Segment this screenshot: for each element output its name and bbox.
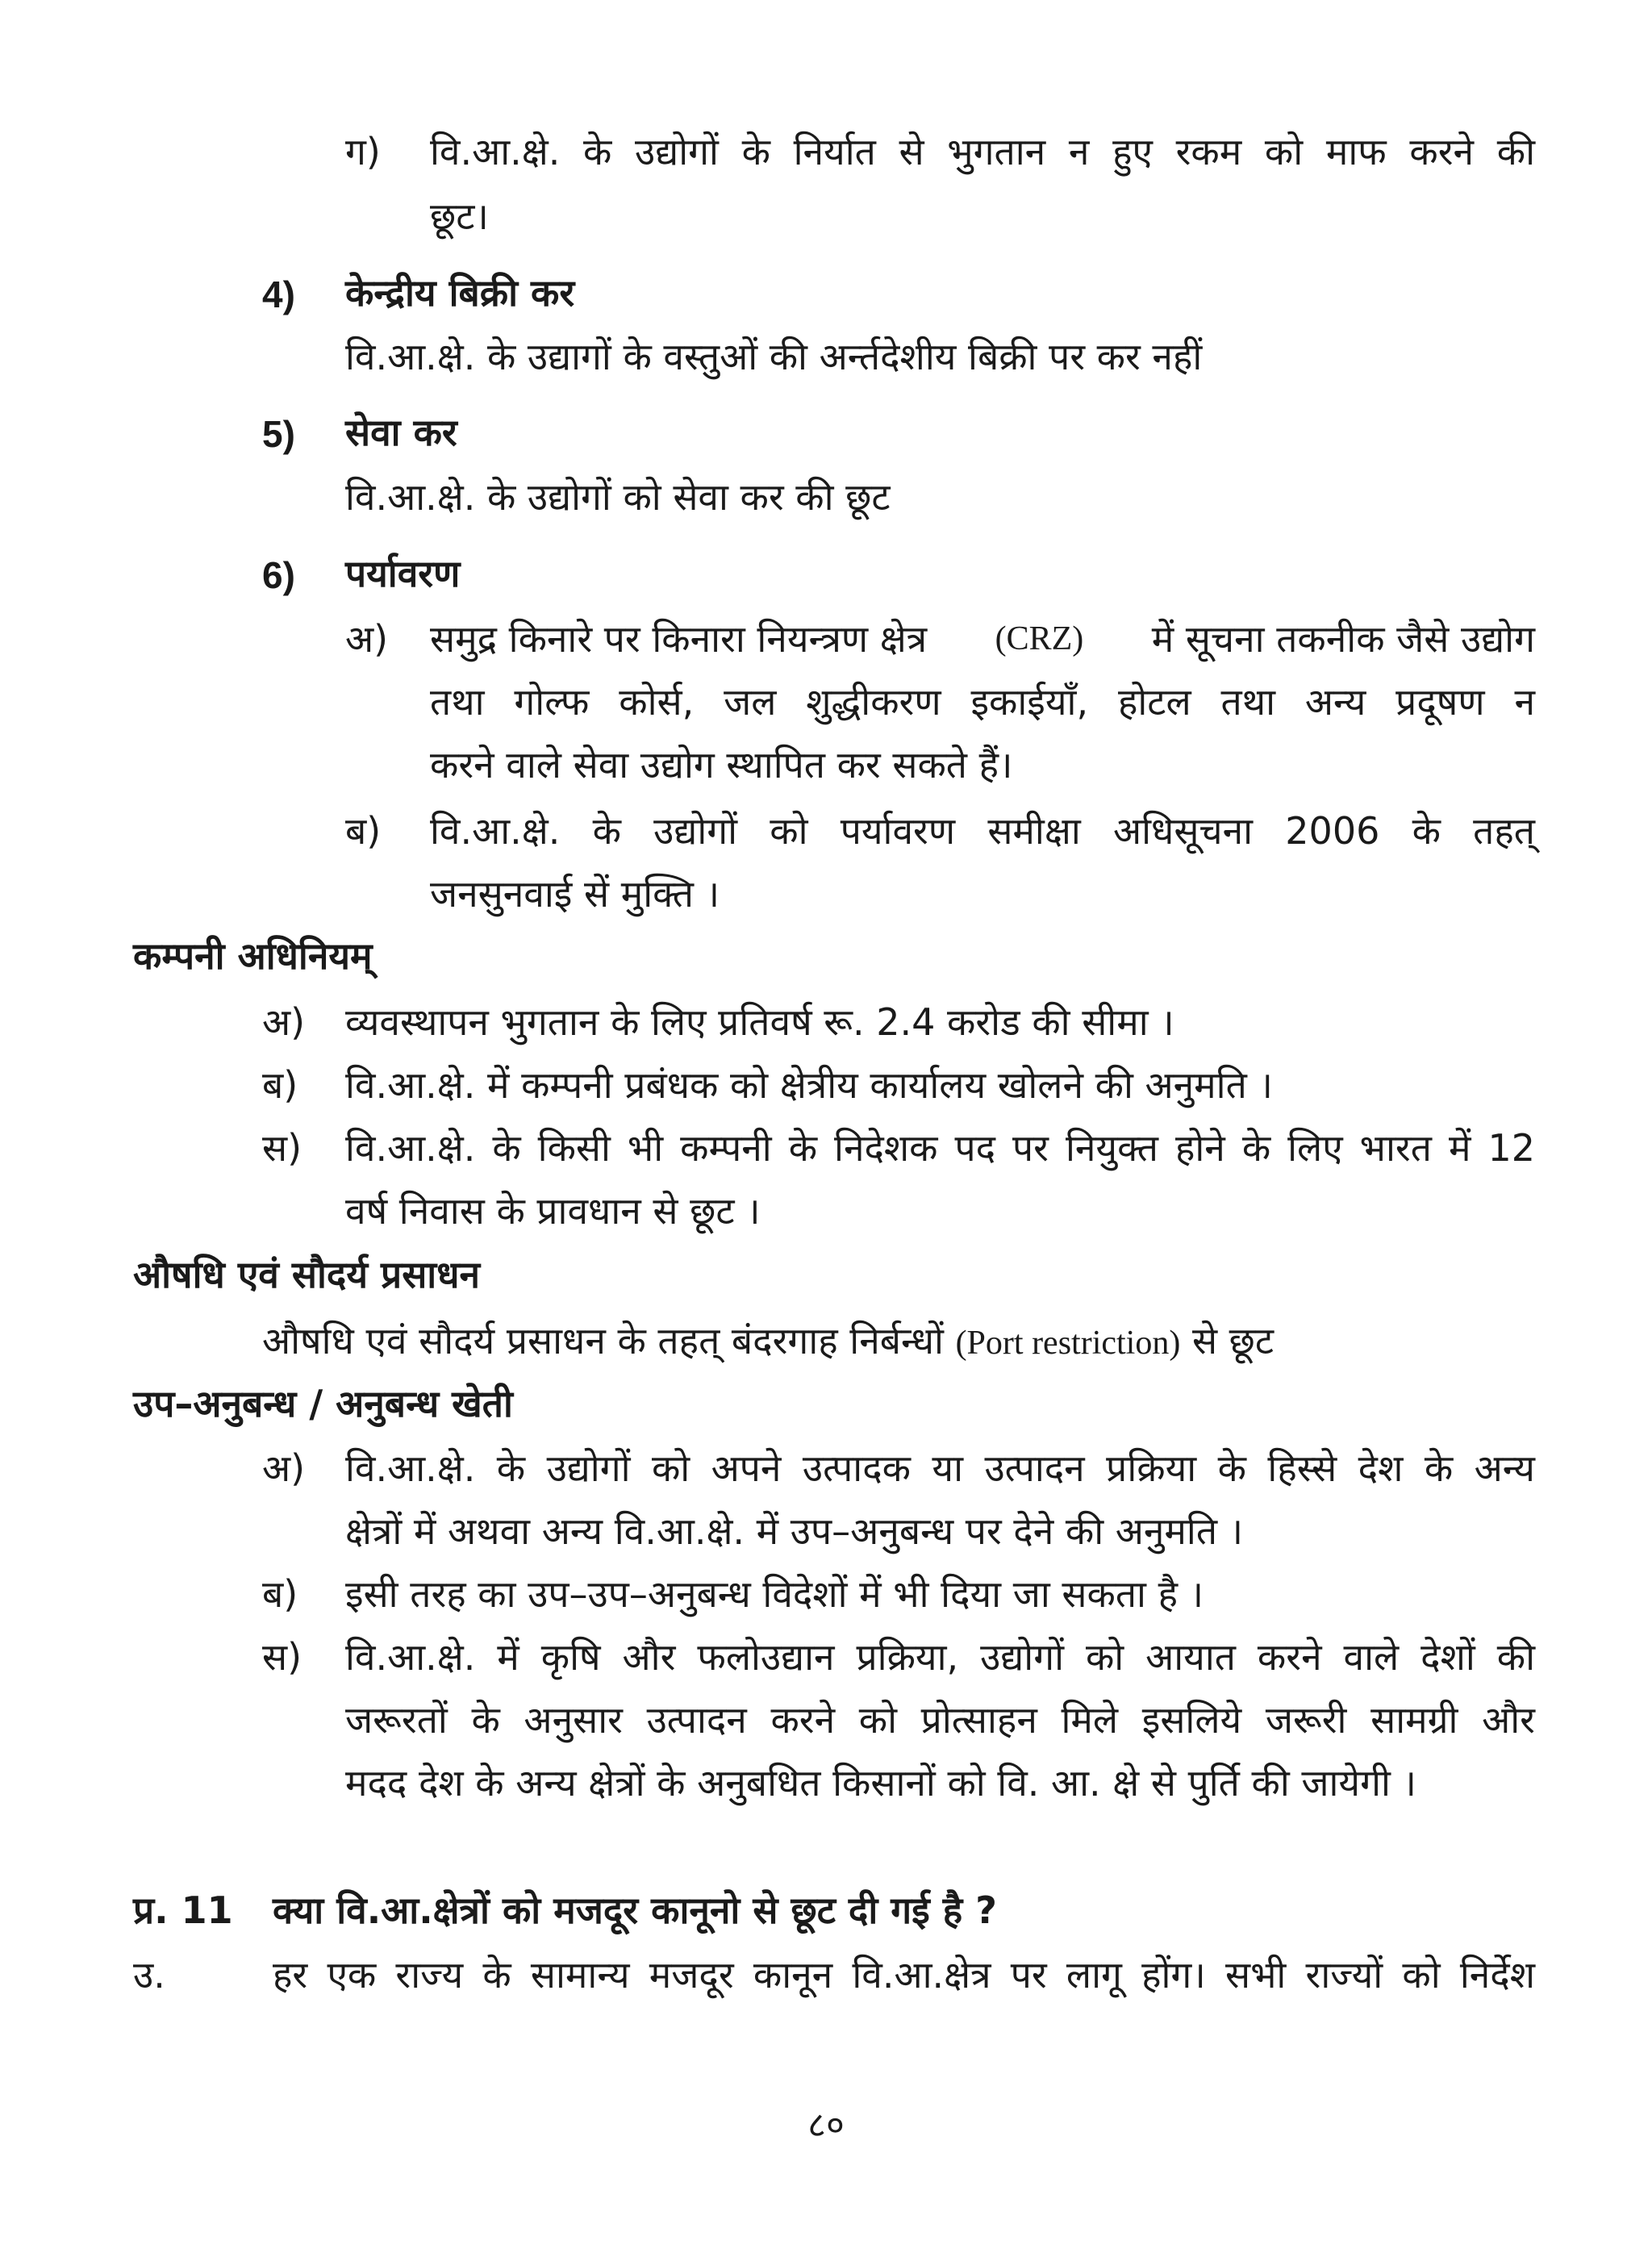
item-marker: अ) [262,1446,306,1490]
question-label: प्र. 11 [133,1888,233,1932]
item-g-line1: वि.आ.क्षे. के उद्योगों के निर्यात से भुगतान न हुए रकम को माफ करने की [430,130,1535,173]
answer-label: उ. [133,1953,165,1997]
contract-a-line1: वि.आ.क्षे. के उद्योगों को अपने उत्पादक या उत्पादन प्रक्रिया के हिस्से देश के अन्य [345,1446,1535,1490]
contract-c-line3: मदद देश के अन्य क्षेत्रों के अनुबधित किसानों को वि. आ. क्षे से पुर्ति की जायेगी । [345,1761,1416,1805]
item-marker: ब) [262,1572,298,1616]
env-b-line1: वि.आ.क्षे. के उद्योगों को पर्यावरण समीक्षा अधिसूचना 2006 के तहत् [430,809,1535,853]
section-heading: कम्पनी अधिनियम् [133,934,373,978]
question-text: क्या वि.आ.क्षेत्रों को मजदूर कानूनो से छूट दी गई है ? [273,1888,997,1932]
contract-a-line2: क्षेत्रों में अथवा अन्य वि.आ.क्षे. में उप–अनुबन्ध पर देने की अनुमति । [345,1509,1244,1553]
company-b-text: वि.आ.क्षे. में कम्पनी प्रबंधक को क्षेत्रीय कार्यालय खोलने की अनुमति । [345,1063,1273,1107]
drugs-text-post: से छूट [1191,1319,1274,1362]
env-b-line2: जनसुनवाई सें मुक्ति । [430,872,720,916]
env-a-line1-pre: समुद्र किनारे पर किनारा नियन्त्रण क्षेत्र [430,617,928,661]
section-heading: उप–अनुबन्ध / अनुबन्ध खेती [133,1382,513,1425]
item-marker: स) [262,1126,302,1170]
section-number: 4) [262,273,295,315]
item-marker: स) [262,1635,302,1679]
answer-text: हर एक राज्य के सामान्य मजदूर कानून वि.आ.क्षेत्र पर लागू होंग। सभी राज्यों को निर्देश [273,1953,1535,1997]
company-c-line2: वर्ष निवास के प्रावधान से छूट । [345,1189,761,1233]
section-heading: औषधि एवं सौदर्य प्रसाधन [133,1253,481,1296]
contract-c-line2: जरूरतों के अनुसार उत्पादन करने को प्रोत्साहन मिले इसलिये जरूरी सामग्री और [345,1698,1535,1742]
section-number: 6) [262,554,295,596]
page-number: ८० [807,2105,845,2146]
company-a-text: व्यवस्थापन भुगतान के लिए प्रतिवर्ष रू. 2.4 करोड की सीमा । [345,1000,1174,1044]
item-g-line2: छूट। [430,194,489,238]
section-text: वि.आ.क्षे. के उद्यागों के वस्तुओं की अर्न्तदेशीय बिक्री पर कर नहीं [345,335,1203,378]
item-marker: अ) [345,617,389,661]
section-title: केन्द्रीय बिक्री कर [345,271,575,315]
item-marker: ग) [345,130,381,173]
env-a-line3: करने वाले सेवा उद्योग स्थापित कर सकते हैं। [430,743,1013,787]
contract-b-text: इसी तरह का उप–उप–अनुबन्ध विदेशों में भी दिया जा सकता है । [345,1572,1204,1616]
env-a-line1 [430,615,1535,663]
env-a-line2: तथा गोल्फ कोर्स, जल शुद्धीकरण इकाईयाँ, होटल तथा अन्य प्रदूषण न [430,680,1535,724]
section-number: 5) [262,413,295,455]
section-title: पर्यावरण [345,552,461,595]
section-text: वि.आ.क्षे. के उद्योगों को सेवा कर की छूट [345,475,891,519]
crz-abbrev: (CRZ) [995,620,1084,657]
section-title: सेवा कर [345,411,457,454]
env-a-line1-post: में सूचना तकनीक जैसे उद्योग [1151,617,1535,661]
item-marker: अ) [262,1000,306,1044]
item-marker: ब) [262,1063,298,1107]
company-c-line1: वि.आ.क्षे. के किसी भी कम्पनी के निदेशक पद पर नियुक्त होने के लिए भारत में 12 [345,1126,1535,1170]
port-restriction-term: (Port restriction) [955,1325,1181,1362]
drugs-text [262,1317,1274,1367]
drugs-text-pre: औषधि एवं सौदर्य प्रसाधन के तहत् बंदरगाह निर्बन्धों [262,1319,944,1362]
item-marker: ब) [345,809,382,853]
contract-c-line1: वि.आ.क्षे. में कृषि और फलोउद्यान प्रक्रिया, उद्योगों को आयात करने वाले देशों की [345,1635,1535,1679]
